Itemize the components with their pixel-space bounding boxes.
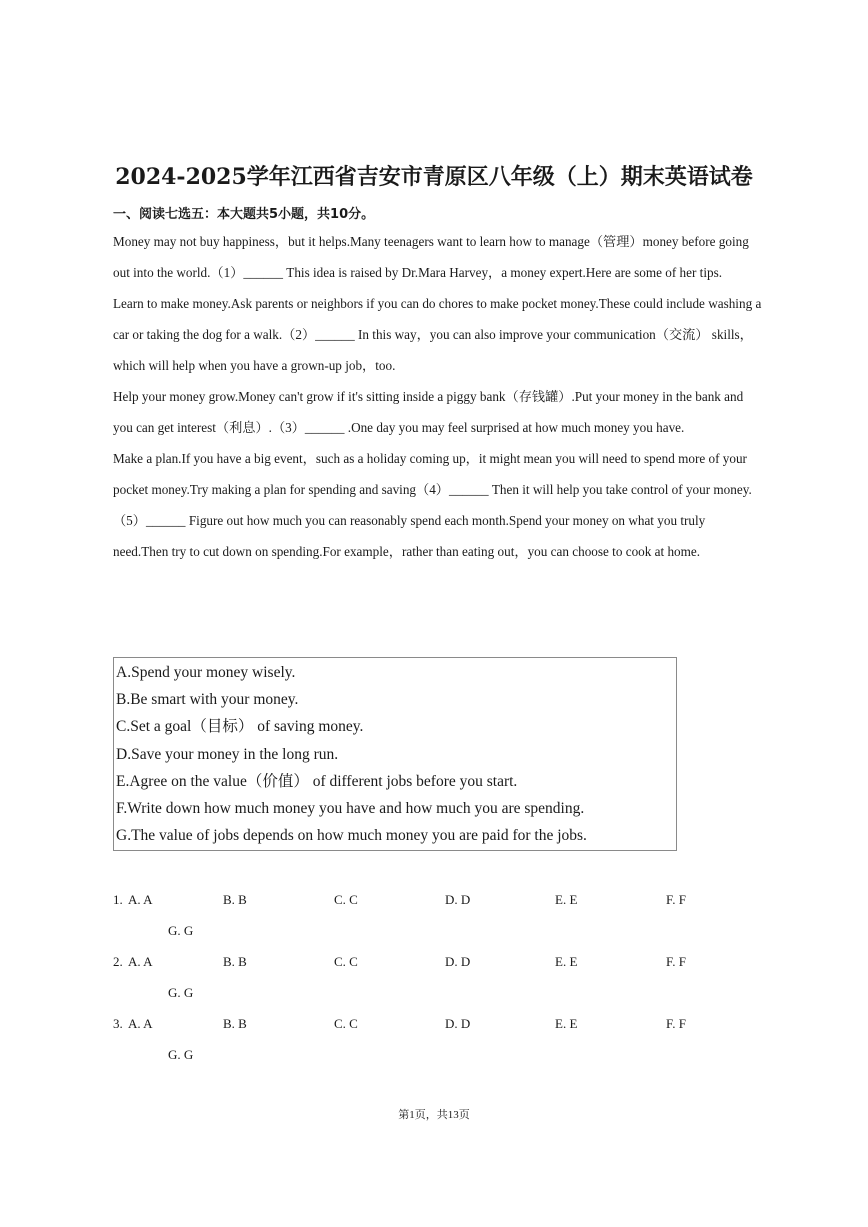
option-e: E.Agree on the value（价值） of different jobs before you start. — [116, 772, 518, 790]
options-box — [113, 657, 677, 851]
choice-g[interactable]: G. G — [168, 985, 194, 1000]
choice-a[interactable]: A. A — [128, 892, 153, 907]
choice-d[interactable]: D. D — [445, 1016, 471, 1031]
page-title: 2024-2025学年江西省吉安市青原区八年级（上）期末英语试卷 — [115, 164, 753, 190]
choice-g[interactable]: G. G — [168, 923, 194, 938]
choice-c[interactable]: C. C — [334, 954, 358, 969]
choice-c[interactable]: C. C — [334, 1016, 358, 1031]
option-b: B.Be smart with your money. — [116, 691, 299, 709]
choice-e[interactable]: E. E — [555, 892, 578, 907]
passage-paragraph: Help your money grow.Money can't grow if it's sitting inside a piggy bank（存钱罐）.Put your money in the bank and you can get interest（利息）.（3）______ .One day you may feel surprised at how much money you have. — [113, 389, 744, 435]
choice-d[interactable]: D. D — [445, 954, 471, 969]
option-a: A.Spend your money wisely. — [116, 664, 296, 681]
passage-paragraph: Make a plan.If you have a big event，such as a holiday coming up，it might mean you will need to spend more of your pocket money.Try making a plan for spending and saving（4）______ Then it will help you take control of your money. — [113, 451, 752, 497]
passage-paragraph: Money may not buy happiness，but it helps.Many teenagers want to learn how to manage（管理）money before going out into the world.（1）______ This idea is raised by Dr.Mara Harvey，a money expert.Here are some of her tips. — [113, 234, 749, 280]
option-c: C.Set a goal（目标） of saving money. — [116, 718, 364, 736]
question-2-row-cont — [113, 983, 813, 1003]
choice-b[interactable]: B. B — [223, 892, 247, 907]
option-d: D.Save your money in the long run. — [116, 745, 339, 763]
choice-c[interactable]: C. C — [334, 892, 358, 907]
question-3-row — [113, 1014, 813, 1034]
passage-paragraph: Learn to make money.Ask parents or neighbors if you can do chores to make pocket money.These could include washing a car or taking the dog for a walk.（2）______ In this way，you can also improve your communication（交流） skills，which will help when you have a grown-up job，too. — [113, 296, 762, 373]
page-footer: 第1页，共13页 — [398, 1109, 470, 1121]
choice-b[interactable]: B. B — [223, 1016, 247, 1031]
section-heading: 一、阅读七选五：本大题共5小题，共10分。 — [113, 207, 375, 222]
choice-e[interactable]: E. E — [555, 954, 578, 969]
choice-f[interactable]: F. F — [666, 892, 686, 907]
option-f: F.Write down how much money you have and how much you are spending. — [116, 800, 585, 818]
option-g: G.The value of jobs depends on how much money you are paid for the jobs. — [116, 827, 587, 845]
choice-a[interactable]: A. A — [128, 954, 153, 969]
choice-d[interactable]: D. D — [445, 892, 471, 907]
question-number: 3. — [113, 1016, 123, 1031]
choice-e[interactable]: E. E — [555, 1016, 578, 1031]
question-1-row — [113, 890, 813, 910]
passage-paragraph: （5）______ Figure out how much you can reasonably spend each month.Spend your money on what you truly need.Then try to cut down on spending.For example，rather than eating out，you can choose to cook at home. — [113, 513, 706, 559]
question-number: 2. — [113, 954, 123, 969]
question-2-row — [113, 952, 813, 972]
question-number: 1. — [113, 892, 123, 907]
choice-g[interactable]: G. G — [168, 1047, 194, 1062]
choice-f[interactable]: F. F — [666, 1016, 686, 1031]
question-1-row-cont — [113, 921, 813, 941]
choice-f[interactable]: F. F — [666, 954, 686, 969]
choice-a[interactable]: A. A — [128, 1016, 153, 1031]
choice-b[interactable]: B. B — [223, 954, 247, 969]
question-3-row-cont — [113, 1045, 813, 1065]
reading-passage — [113, 226, 763, 567]
